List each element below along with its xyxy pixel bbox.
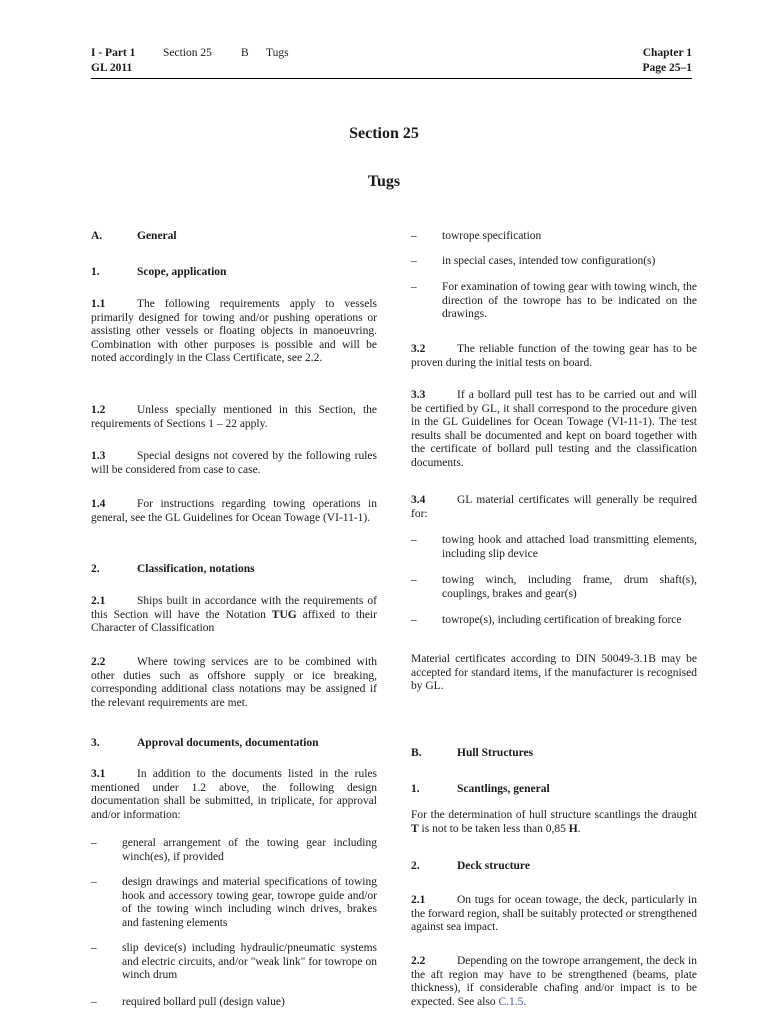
scantlings-text: For the determination of hull structure scantlings the draught	[411, 809, 697, 821]
list-item-text: For examination of towing gear with towing winch, the direction of the towrope has to be indicated on the drawings.	[442, 281, 697, 321]
paragraph-number: 1.2	[91, 404, 106, 416]
paragraph-1-4	[91, 498, 377, 525]
paragraph-2-2	[91, 656, 377, 710]
paragraph-text: Where towing services are to be combined with other duties such as offshore supply or ice breaking, corresponding additional class notations may be assigned if the relevant requirements are met.	[91, 656, 377, 709]
paragraph-1-1	[91, 298, 377, 366]
dash-bullet: –	[411, 534, 417, 546]
paragraph-number: 3.4	[411, 494, 426, 506]
paragraph-text: GL material certificates will generally be required for:	[411, 494, 697, 520]
list-item-text: towrope(s), including certification of breaking force	[442, 614, 682, 626]
notation-tug: TUG	[271, 608, 297, 621]
paragraph-text-end: .	[523, 995, 527, 1008]
paragraph-number: 2.2	[91, 656, 106, 668]
dash-bullet: –	[411, 281, 417, 293]
dash-bullet: –	[411, 614, 417, 626]
heading-b-2-text: Deck structure	[457, 860, 530, 872]
paragraph-1-2	[91, 404, 377, 431]
list-item-text: required bollard pull (design value)	[122, 996, 285, 1008]
paragraph-3-2	[411, 343, 697, 370]
scantlings-paragraph	[411, 809, 697, 836]
paragraph-text: If a bollard pull test has to be carried out and will be certified by GL, it shall correspond to the procedure given in the GL Guidelines for Ocean Towage (VI-11-1). The test results shall be documented and kept on board together with the certificate of bollard pull testing and the classification documents.	[411, 389, 697, 469]
header-chapter: Chapter 1	[642, 47, 692, 59]
heading-a-text: General	[137, 230, 177, 242]
dash-bullet: –	[91, 876, 97, 888]
symbol-t: T	[411, 822, 419, 835]
heading-a-number: A.	[91, 230, 103, 242]
paragraph-number: 3.3	[411, 389, 426, 401]
dash-bullet: –	[411, 230, 417, 242]
dash-bullet: –	[91, 942, 97, 954]
header-page: Page 25–1	[642, 62, 692, 74]
heading-b-text: Hull Structures	[457, 747, 534, 759]
paragraph-number: 1.1	[91, 298, 106, 310]
paragraph-b-2-2	[411, 955, 697, 1009]
list-item-text: towing hook and attached load transmitting elements, including slip device	[442, 534, 697, 560]
dash-bullet: –	[411, 255, 417, 267]
paragraph-number: 1.4	[91, 498, 106, 510]
heading-2-number: 2.	[91, 563, 100, 575]
material-certificates-note: Material certificates according to DIN 50049-3.1B may be accepted for standard items, if the manufacturer is recognised by GL.	[411, 653, 697, 693]
heading-b-1-number: 1.	[411, 783, 420, 795]
paragraph-3-4	[411, 494, 697, 521]
heading-b-1-text: Scantlings, general	[457, 783, 550, 795]
heading-3-number: 3.	[91, 737, 100, 749]
paragraph-text: The reliable function of the towing gear has to be proven during the initial tests on board.	[411, 343, 697, 369]
paragraph-text-end: affixed to their Character of Classification	[91, 608, 377, 635]
page-header-right	[642, 46, 692, 76]
topic-title: Tugs	[367, 173, 401, 190]
heading-b-number: B.	[411, 747, 422, 759]
list-item-text: towing winch, including frame, drum shaft(s), couplings, brakes and gear(s)	[442, 574, 697, 600]
paragraph-1-3	[91, 450, 377, 477]
paragraph-text: The following requirements apply to vessels primarily designed for towing and/or pushing operations or assisting other vessels or floating objects in manoeuvring. Combination with other purposes is possible and will be noted accordingly in the Class Certificate, see 2.2.	[91, 298, 377, 365]
paragraph-number: 1.3	[91, 450, 106, 462]
dash-bullet: –	[91, 837, 97, 849]
list-item-text: design drawings and material specifications of towing hook and accessory towing gear, towrope guide and/or of the towing winch including winch drives, brakes and fastening elements	[122, 876, 377, 929]
paragraph-number: 3.1	[91, 768, 106, 780]
dash-bullet: –	[91, 996, 97, 1008]
paragraph-number: 2.2	[411, 955, 426, 967]
cross-reference-link[interactable]: C.1.5	[498, 995, 524, 1008]
heading-b-2-number: 2.	[411, 860, 420, 872]
paragraph-text: On tugs for ocean towage, the deck, particularly in the forward region, shall be suitably protected or strengthened against sea impact.	[411, 894, 697, 934]
heading-1-text: Scope, application	[137, 266, 227, 278]
paragraph-text: Depending on the towrope arrangement, the deck in the aft region may have to be strengthened (beams, plate thickness), if considerable chafing and/or impact is to be expected. See also	[411, 955, 697, 1008]
paragraph-text: Special designs not covered by the following rules will be considered from case to case.	[91, 450, 377, 476]
list-item-text: general arrangement of the towing gear including winch(es), if provided	[122, 837, 377, 863]
symbol-h: H	[568, 822, 578, 835]
header-rule	[91, 78, 692, 79]
scantlings-text-end: .	[577, 822, 581, 835]
paragraph-number: 3.2	[411, 343, 426, 355]
paragraph-text: For instructions regarding towing operations in general, see the GL Guidelines for Ocean Towage (VI-11-1).	[91, 498, 377, 524]
header-letter: B	[241, 47, 249, 59]
paragraph-3-1	[91, 768, 377, 822]
list-item-text: slip device(s) including hydraulic/pneumatic systems and electric circuits, and/or "weak link" for towrope on winch drum	[122, 942, 377, 982]
header-topic: Tugs	[266, 47, 289, 59]
dash-bullet: –	[411, 574, 417, 586]
paragraph-text: Unless specially mentioned in this Section, the requirements of Sections 1 – 22 apply.	[91, 404, 377, 430]
paragraph-b-2-1	[411, 894, 697, 935]
list-item-text: towrope specification	[442, 230, 542, 242]
header-section: Section 25	[163, 47, 212, 59]
paragraph-2-1	[91, 595, 377, 636]
header-year: GL 2011	[91, 62, 133, 74]
heading-3-text: Approval documents, documentation	[137, 737, 319, 749]
paragraph-number: 2.1	[91, 595, 106, 607]
paragraph-text: In addition to the documents listed in the rules mentioned under 1.2 above, the following design documentation shall be submitted, in triplicate, for approval and/or information:	[91, 768, 377, 821]
header-part: I - Part 1	[91, 47, 136, 59]
heading-2-text: Classification, notations	[137, 563, 255, 575]
list-item-text: in special cases, intended tow configuration(s)	[442, 255, 656, 267]
paragraph-number: 2.1	[411, 894, 426, 906]
scantlings-text-mid: is not to be taken less than 0,85	[418, 822, 569, 835]
heading-1-number: 1.	[91, 266, 100, 278]
section-title: Section 25	[349, 125, 419, 142]
paragraph-text: Ships built in accordance with the requirements of this Section will have the Notation	[91, 595, 377, 621]
paragraph-3-3	[411, 389, 697, 471]
page-header-left	[91, 46, 289, 76]
